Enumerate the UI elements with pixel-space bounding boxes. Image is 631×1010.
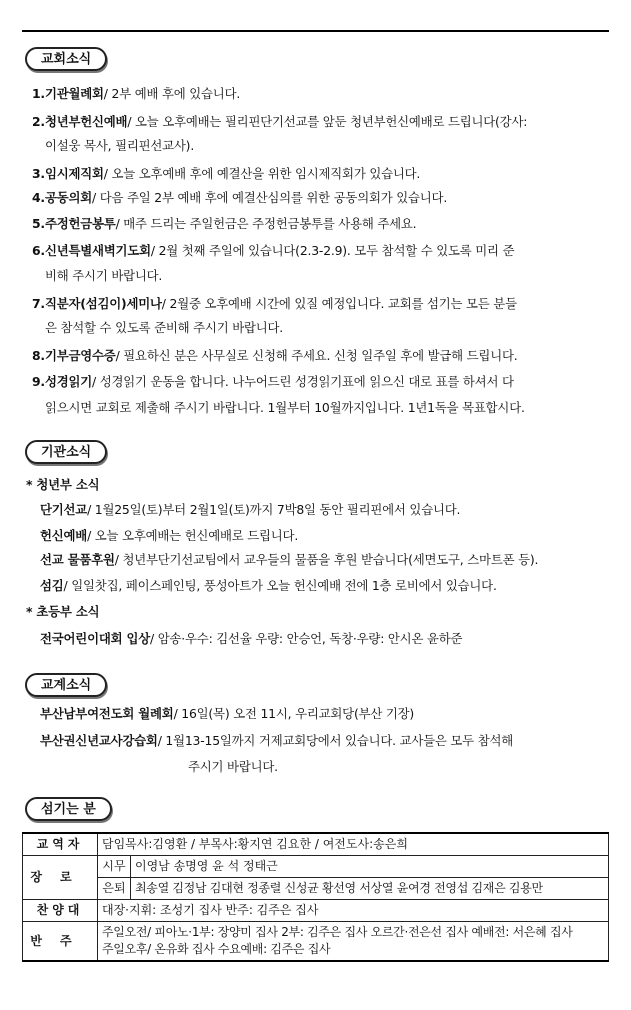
item-title: 청년부헌신예배 [44,114,128,129]
item-text: / 2부 예배 후에 있습니다. [103,86,241,101]
item-text: / 오늘 오후예배는 필리핀단기선교를 앞둔 청년부헌신예배로 드립니다(강사: [127,114,528,129]
church-news-item-1 [32,86,240,102]
church-news-item-3 [32,166,420,182]
item-text: / 성경읽기 운동을 합니다. 나누어드린 성경읽기표에 읽으신 대로 표를 하셔서 다 [92,374,514,389]
item-text: / 1월25일(토)부터 2월1일(토)까지 7박8일 동안 필리핀에서 있습니다. [87,502,461,517]
youth-news-item [40,528,298,544]
item-title: 기관월례회 [44,86,104,101]
kids-news-item [40,631,462,647]
church-news-item-9 [32,374,514,390]
elder-label: 장로 [23,856,98,900]
item-title: 8. [32,348,45,363]
church-news-item-7 [32,296,517,312]
elder-active-label: 시무 [98,856,131,878]
item-title: 직분자(섬김이)세미나 [44,296,162,311]
church-news-item-4 [32,190,447,206]
item-title: 단기선교 [40,502,88,517]
elder-active-value: 이영남 송명영 윤 석 정태근 [131,856,609,878]
item-text: / 1월13-15일까지 거제교회당에서 있습니다. 교사들은 모두 참석해 [157,733,513,748]
elder-retired-label: 은퇴 [98,878,131,900]
church-news-item-7-cont: 은 참석할 수 있도록 준비해 주시기 바랍니다. [45,320,284,335]
item-title: 4. [32,190,45,205]
item-title: 7. [32,296,45,311]
youth-news-item [40,502,460,518]
item-text: / 2월중 오후예배 시간에 있질 예정입니다. 교회를 섬기는 모든 분들 [161,296,517,311]
church-news-item-9-cont: 읽으시면 교회로 제출해 주시기 바랍니다. 1월부터 10월까지입니다. 1년1독을 목표합시다. [45,400,525,415]
item-title: 6. [32,243,45,258]
item-text: / 오늘 오후예배 후에 예결산을 위한 임시제직회가 있습니다. [103,166,421,181]
church-news-item-5 [32,216,416,232]
staff-value: 담임목사:김영환 / 부목사:황지연 김요한 / 여전도사:송은희 [98,833,609,856]
item-text: / 필요하신 분은 사무실로 신청해 주세요. 신청 일주일 후에 발급해 드립니다. [115,348,518,363]
item-text: / 다음 주일 2부 예배 후에 예결산심의를 위한 공동의회가 있습니다. [92,190,448,205]
item-title: 1. [32,86,45,101]
item-text: / 16일(목) 오전 11시, 우리교회당(부산 기장) [173,706,415,721]
item-title: 9. [32,374,45,389]
item-title: 신년특별새벽기도회 [44,243,151,258]
item-title: 헌신예배 [40,528,88,543]
choir-label: 찬양대 [23,900,98,922]
section-serving-title: 섬기는 분 [25,797,112,821]
item-title: 5. [32,216,45,231]
item-title: 선교 물품후원 [40,552,115,567]
item-title: 부산남부여전도회 월례회 [40,706,174,721]
serving-table [22,832,609,962]
item-title: 전국어린이대회 입상 [40,631,151,646]
item-title: 공동의회 [44,190,93,205]
district-news-item-cont: 주시기 바랍니다. [188,759,278,774]
church-news-item-2-cont: 이설웅 목사, 필리핀선교사). [45,138,195,153]
item-text: / 일일찻집, 페이스페인팅, 풍성아트가 오늘 헌신예배 전에 1층 로비에서 있습니다. [63,578,497,593]
section-church-news-title: 교회소식 [25,47,107,71]
item-text: / 2월 첫째 주일에 있습니다(2.3-2.9). 모두 참석할 수 있도록 미리 준 [150,243,515,258]
accompanist-label: 반주 [23,922,98,962]
church-news-item-8 [32,348,517,364]
kids-news-header: * 초등부 소식 [26,604,100,619]
youth-news-item [40,578,497,594]
top-rule [22,30,609,32]
staff-label: 교역자 [23,833,98,856]
church-news-item-6-cont: 비해 주시기 바랍니다. [45,268,163,283]
district-news-item [40,706,414,722]
accompanist-value [98,922,609,962]
section-org-news-title: 기관소식 [25,440,107,464]
accompanist-line-1: 주일오전/ 피아노·1부: 장양미 집사 2부: 김주은 집사 오르간·전은선 집사 예배전: 서은혜 집사 [102,925,573,939]
section-district-news-title: 교계소식 [25,673,107,697]
item-text: / 오늘 오후예배는 헌신예배로 드립니다. [87,528,299,543]
choir-value: 대장·지휘: 조성기 집사 반주: 김주은 집사 [98,900,609,922]
item-title: 주정헌금봉투 [44,216,116,231]
item-title: 성경읽기 [44,374,93,389]
item-title: 섬김 [40,578,64,593]
item-title: 기부금영수증 [44,348,116,363]
youth-news-header: * 청년부 소식 [26,477,100,492]
accompanist-line-2: 주일오후/ 온유화 집사 수요예배: 김주은 집사 [102,942,331,956]
item-title: 2. [32,114,45,129]
item-text: / 암송·우수: 김선율 우량: 안승언, 독창·우량: 안시온 윤하준 [150,631,463,646]
elder-retired-value: 최송열 김정남 김대현 정종렬 신성균 황선영 서상열 윤여경 전영섭 김재은 김용만 [131,878,609,900]
item-text: / 매주 드리는 주일헌금은 주정헌금봉투를 사용해 주세요. [115,216,417,231]
church-news-item-6 [32,243,514,259]
church-news-item-2 [32,114,527,130]
item-title: 임시제직회 [44,166,104,181]
item-title: 3. [32,166,45,181]
item-text: / 청년부단기선교팀에서 교우들의 물품을 후원 받습니다(세면도구, 스마트폰 등). [114,552,539,567]
youth-news-item [40,552,538,568]
district-news-item [40,733,513,749]
item-title: 부산권신년교사강습회 [40,733,158,748]
